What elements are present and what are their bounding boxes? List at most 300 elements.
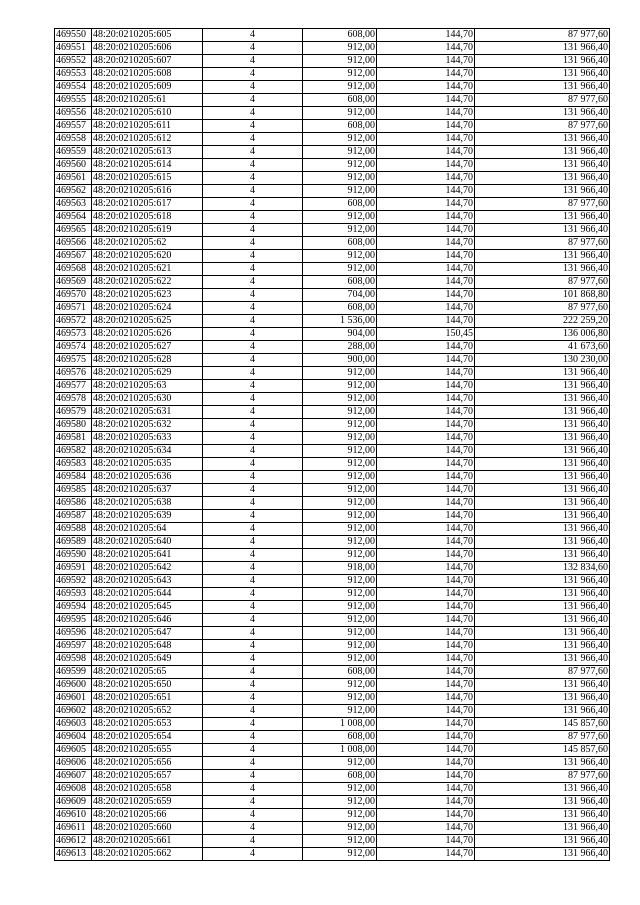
- table-row: [55, 185, 610, 198]
- area-value: 912,00: [303, 133, 377, 146]
- area-value: 1 008,00: [303, 718, 377, 731]
- class-value: 4: [203, 81, 303, 94]
- rate-value: 144,70: [377, 159, 475, 172]
- table-row: [55, 770, 610, 783]
- cadastral-number: 48:20:0210205:635: [92, 458, 203, 471]
- cadastral-number: 48:20:0210205:617: [92, 198, 203, 211]
- table-row: [55, 263, 610, 276]
- total-value: 131 966,40: [475, 107, 610, 120]
- row-number: 469566: [55, 237, 92, 250]
- class-value: 4: [203, 159, 303, 172]
- cadastral-number: 48:20:0210205:632: [92, 419, 203, 432]
- class-value: 4: [203, 471, 303, 484]
- class-value: 4: [203, 224, 303, 237]
- cadastral-number: 48:20:0210205:622: [92, 276, 203, 289]
- total-value: 131 966,40: [475, 211, 610, 224]
- class-value: 4: [203, 835, 303, 848]
- rate-value: 144,70: [377, 549, 475, 562]
- table-row: [55, 224, 610, 237]
- row-number: 469570: [55, 289, 92, 302]
- cadastral-number: 48:20:0210205:65: [92, 666, 203, 679]
- table-row: [55, 302, 610, 315]
- area-value: 912,00: [303, 835, 377, 848]
- cadastral-number: 48:20:0210205:605: [92, 29, 203, 42]
- row-number: 469586: [55, 497, 92, 510]
- class-value: 4: [203, 367, 303, 380]
- class-value: 4: [203, 328, 303, 341]
- total-value: 131 966,40: [475, 822, 610, 835]
- class-value: 4: [203, 120, 303, 133]
- cadastral-number: 48:20:0210205:610: [92, 107, 203, 120]
- total-value: 131 966,40: [475, 510, 610, 523]
- rate-value: 144,70: [377, 796, 475, 809]
- class-value: 4: [203, 705, 303, 718]
- rate-value: 144,70: [377, 822, 475, 835]
- table-row: [55, 276, 610, 289]
- rate-value: 144,70: [377, 705, 475, 718]
- cadastral-number: 48:20:0210205:644: [92, 588, 203, 601]
- table-row: [55, 289, 610, 302]
- class-value: 4: [203, 601, 303, 614]
- row-number: 469610: [55, 809, 92, 822]
- table-row: [55, 250, 610, 263]
- total-value: 131 966,40: [475, 146, 610, 159]
- row-number: 469562: [55, 185, 92, 198]
- area-value: 912,00: [303, 796, 377, 809]
- total-value: 131 966,40: [475, 471, 610, 484]
- table-row: [55, 445, 610, 458]
- area-value: 912,00: [303, 81, 377, 94]
- total-value: 132 834,60: [475, 562, 610, 575]
- rate-value: 144,70: [377, 172, 475, 185]
- area-value: 608,00: [303, 198, 377, 211]
- table-row: [55, 172, 610, 185]
- total-value: 131 966,40: [475, 575, 610, 588]
- cadastral-number: 48:20:0210205:621: [92, 263, 203, 276]
- area-value: 912,00: [303, 809, 377, 822]
- area-value: 912,00: [303, 497, 377, 510]
- row-number: 469553: [55, 68, 92, 81]
- rate-value: 144,70: [377, 757, 475, 770]
- rate-value: 144,70: [377, 666, 475, 679]
- table-row: [55, 81, 610, 94]
- total-value: 131 966,40: [475, 523, 610, 536]
- total-value: 87 977,60: [475, 770, 610, 783]
- table-row: [55, 68, 610, 81]
- cadastral-number: 48:20:0210205:662: [92, 848, 203, 861]
- cadastral-number: 48:20:0210205:653: [92, 718, 203, 731]
- total-value: 87 977,60: [475, 276, 610, 289]
- row-number: 469559: [55, 146, 92, 159]
- row-number: 469577: [55, 380, 92, 393]
- total-value: 145 857,60: [475, 744, 610, 757]
- total-value: 131 966,40: [475, 705, 610, 718]
- total-value: 131 966,40: [475, 185, 610, 198]
- class-value: 4: [203, 29, 303, 42]
- total-value: 131 966,40: [475, 159, 610, 172]
- class-value: 4: [203, 770, 303, 783]
- total-value: 101 868,80: [475, 289, 610, 302]
- cadastral-number: 48:20:0210205:629: [92, 367, 203, 380]
- row-number: 469598: [55, 653, 92, 666]
- total-value: 131 966,40: [475, 679, 610, 692]
- cadastral-number: 48:20:0210205:659: [92, 796, 203, 809]
- row-number: 469584: [55, 471, 92, 484]
- rate-value: 144,70: [377, 354, 475, 367]
- rate-value: 144,70: [377, 588, 475, 601]
- row-number: 469555: [55, 94, 92, 107]
- total-value: 131 966,40: [475, 367, 610, 380]
- class-value: 4: [203, 458, 303, 471]
- class-value: 4: [203, 263, 303, 276]
- class-value: 4: [203, 289, 303, 302]
- area-value: 912,00: [303, 640, 377, 653]
- area-value: 912,00: [303, 380, 377, 393]
- rate-value: 144,70: [377, 718, 475, 731]
- rate-value: 144,70: [377, 42, 475, 55]
- class-value: 4: [203, 198, 303, 211]
- row-number: 469578: [55, 393, 92, 406]
- total-value: 131 966,40: [475, 653, 610, 666]
- rate-value: 144,70: [377, 94, 475, 107]
- cadastral-number: 48:20:0210205:66: [92, 809, 203, 822]
- rate-value: 144,70: [377, 432, 475, 445]
- table-row: [55, 614, 610, 627]
- row-number: 469601: [55, 692, 92, 705]
- total-value: 131 966,40: [475, 263, 610, 276]
- area-value: 912,00: [303, 172, 377, 185]
- class-value: 4: [203, 796, 303, 809]
- total-value: 131 966,40: [475, 601, 610, 614]
- class-value: 4: [203, 718, 303, 731]
- class-value: 4: [203, 185, 303, 198]
- row-number: 469560: [55, 159, 92, 172]
- cadastral-number: 48:20:0210205:641: [92, 549, 203, 562]
- cadastral-number: 48:20:0210205:633: [92, 432, 203, 445]
- cadastral-value-table: [54, 28, 610, 861]
- total-value: 87 977,60: [475, 94, 610, 107]
- cadastral-number: 48:20:0210205:658: [92, 783, 203, 796]
- rate-value: 144,70: [377, 497, 475, 510]
- area-value: 608,00: [303, 770, 377, 783]
- row-number: 469608: [55, 783, 92, 796]
- table-row: [55, 484, 610, 497]
- table-row: [55, 705, 610, 718]
- area-value: 912,00: [303, 419, 377, 432]
- row-number: 469583: [55, 458, 92, 471]
- class-value: 4: [203, 133, 303, 146]
- table-body: [55, 29, 610, 861]
- area-value: 608,00: [303, 94, 377, 107]
- area-value: 912,00: [303, 55, 377, 68]
- area-value: 912,00: [303, 250, 377, 263]
- area-value: 912,00: [303, 601, 377, 614]
- area-value: 912,00: [303, 588, 377, 601]
- class-value: 4: [203, 640, 303, 653]
- class-value: 4: [203, 510, 303, 523]
- row-number: 469594: [55, 601, 92, 614]
- class-value: 4: [203, 549, 303, 562]
- row-number: 469552: [55, 55, 92, 68]
- cadastral-number: 48:20:0210205:650: [92, 679, 203, 692]
- cadastral-number: 48:20:0210205:648: [92, 640, 203, 653]
- cadastral-number: 48:20:0210205:637: [92, 484, 203, 497]
- rate-value: 144,70: [377, 653, 475, 666]
- rate-value: 144,70: [377, 393, 475, 406]
- row-number: 469582: [55, 445, 92, 458]
- cadastral-number: 48:20:0210205:624: [92, 302, 203, 315]
- total-value: 131 966,40: [475, 445, 610, 458]
- area-value: 1 536,00: [303, 315, 377, 328]
- rate-value: 144,70: [377, 562, 475, 575]
- table-row: [55, 627, 610, 640]
- class-value: 4: [203, 250, 303, 263]
- cadastral-number: 48:20:0210205:646: [92, 614, 203, 627]
- row-number: 469558: [55, 133, 92, 146]
- class-value: 4: [203, 68, 303, 81]
- class-value: 4: [203, 146, 303, 159]
- total-value: 136 006,80: [475, 328, 610, 341]
- rate-value: 144,70: [377, 419, 475, 432]
- area-value: 912,00: [303, 107, 377, 120]
- class-value: 4: [203, 406, 303, 419]
- area-value: 912,00: [303, 757, 377, 770]
- table-row: [55, 835, 610, 848]
- row-number: 469604: [55, 731, 92, 744]
- rate-value: 144,70: [377, 523, 475, 536]
- total-value: 131 966,40: [475, 536, 610, 549]
- table-row: [55, 510, 610, 523]
- area-value: 912,00: [303, 575, 377, 588]
- cadastral-number: 48:20:0210205:620: [92, 250, 203, 263]
- total-value: 131 966,40: [475, 432, 610, 445]
- row-number: 469551: [55, 42, 92, 55]
- table-row: [55, 432, 610, 445]
- rate-value: 144,70: [377, 276, 475, 289]
- row-number: 469563: [55, 198, 92, 211]
- row-number: 469557: [55, 120, 92, 133]
- row-number: 469564: [55, 211, 92, 224]
- rate-value: 144,70: [377, 315, 475, 328]
- area-value: 912,00: [303, 549, 377, 562]
- class-value: 4: [203, 302, 303, 315]
- area-value: 912,00: [303, 68, 377, 81]
- cadastral-number: 48:20:0210205:654: [92, 731, 203, 744]
- table-row: [55, 120, 610, 133]
- area-value: 912,00: [303, 471, 377, 484]
- area-value: 704,00: [303, 289, 377, 302]
- cadastral-number: 48:20:0210205:655: [92, 744, 203, 757]
- total-value: 130 230,00: [475, 354, 610, 367]
- area-value: 912,00: [303, 627, 377, 640]
- table-row: [55, 419, 610, 432]
- cadastral-number: 48:20:0210205:64: [92, 523, 203, 536]
- rate-value: 144,70: [377, 744, 475, 757]
- row-number: 469613: [55, 848, 92, 861]
- table-row: [55, 497, 610, 510]
- rate-value: 144,70: [377, 627, 475, 640]
- class-value: 4: [203, 107, 303, 120]
- table-row: [55, 42, 610, 55]
- row-number: 469574: [55, 341, 92, 354]
- class-value: 4: [203, 666, 303, 679]
- table-row: [55, 55, 610, 68]
- total-value: 131 966,40: [475, 55, 610, 68]
- rate-value: 144,70: [377, 55, 475, 68]
- rate-value: 144,70: [377, 770, 475, 783]
- table-row: [55, 822, 610, 835]
- cadastral-number: 48:20:0210205:625: [92, 315, 203, 328]
- area-value: 912,00: [303, 510, 377, 523]
- table-row: [55, 211, 610, 224]
- class-value: 4: [203, 731, 303, 744]
- total-value: 131 966,40: [475, 224, 610, 237]
- rate-value: 144,70: [377, 640, 475, 653]
- cadastral-number: 48:20:0210205:649: [92, 653, 203, 666]
- rate-value: 144,70: [377, 341, 475, 354]
- table-row: [55, 198, 610, 211]
- total-value: 131 966,40: [475, 484, 610, 497]
- rate-value: 144,70: [377, 445, 475, 458]
- cadastral-number: 48:20:0210205:634: [92, 445, 203, 458]
- class-value: 4: [203, 341, 303, 354]
- total-value: 131 966,40: [475, 835, 610, 848]
- class-value: 4: [203, 575, 303, 588]
- row-number: 469595: [55, 614, 92, 627]
- row-number: 469609: [55, 796, 92, 809]
- table-row: [55, 107, 610, 120]
- area-value: 608,00: [303, 302, 377, 315]
- class-value: 4: [203, 848, 303, 861]
- cadastral-number: 48:20:0210205:63: [92, 380, 203, 393]
- class-value: 4: [203, 172, 303, 185]
- rate-value: 144,70: [377, 406, 475, 419]
- row-number: 469612: [55, 835, 92, 848]
- cadastral-number: 48:20:0210205:638: [92, 497, 203, 510]
- area-value: 912,00: [303, 653, 377, 666]
- total-value: 131 966,40: [475, 809, 610, 822]
- rate-value: 144,70: [377, 835, 475, 848]
- rate-value: 144,70: [377, 679, 475, 692]
- rate-value: 144,70: [377, 224, 475, 237]
- rate-value: 144,70: [377, 120, 475, 133]
- total-value: 41 673,60: [475, 341, 610, 354]
- class-value: 4: [203, 562, 303, 575]
- table-row: [55, 653, 610, 666]
- row-number: 469565: [55, 224, 92, 237]
- class-value: 4: [203, 315, 303, 328]
- total-value: 131 966,40: [475, 42, 610, 55]
- area-value: 904,00: [303, 328, 377, 341]
- area-value: 912,00: [303, 679, 377, 692]
- area-value: 608,00: [303, 666, 377, 679]
- row-number: 469575: [55, 354, 92, 367]
- class-value: 4: [203, 588, 303, 601]
- cadastral-number: 48:20:0210205:661: [92, 835, 203, 848]
- row-number: 469572: [55, 315, 92, 328]
- total-value: 145 857,60: [475, 718, 610, 731]
- table-row: [55, 536, 610, 549]
- class-value: 4: [203, 653, 303, 666]
- table-row: [55, 744, 610, 757]
- cadastral-number: 48:20:0210205:656: [92, 757, 203, 770]
- row-number: 469590: [55, 549, 92, 562]
- row-number: 469580: [55, 419, 92, 432]
- table-row: [55, 393, 610, 406]
- rate-value: 144,70: [377, 302, 475, 315]
- cadastral-number: 48:20:0210205:651: [92, 692, 203, 705]
- cadastral-number: 48:20:0210205:647: [92, 627, 203, 640]
- rate-value: 144,70: [377, 146, 475, 159]
- class-value: 4: [203, 211, 303, 224]
- table-row: [55, 458, 610, 471]
- class-value: 4: [203, 380, 303, 393]
- row-number: 469593: [55, 588, 92, 601]
- rate-value: 150,45: [377, 328, 475, 341]
- row-number: 469554: [55, 81, 92, 94]
- class-value: 4: [203, 393, 303, 406]
- area-value: 912,00: [303, 822, 377, 835]
- area-value: 608,00: [303, 276, 377, 289]
- class-value: 4: [203, 809, 303, 822]
- table-row: [55, 679, 610, 692]
- cadastral-number: 48:20:0210205:62: [92, 237, 203, 250]
- table-row: [55, 640, 610, 653]
- class-value: 4: [203, 237, 303, 250]
- rate-value: 144,70: [377, 809, 475, 822]
- table-row: [55, 666, 610, 679]
- cadastral-number: 48:20:0210205:660: [92, 822, 203, 835]
- area-value: 912,00: [303, 692, 377, 705]
- cadastral-number: 48:20:0210205:645: [92, 601, 203, 614]
- row-number: 469569: [55, 276, 92, 289]
- table-row: [55, 731, 610, 744]
- cadastral-number: 48:20:0210205:640: [92, 536, 203, 549]
- table-row: [55, 848, 610, 861]
- table-row: [55, 471, 610, 484]
- rate-value: 144,70: [377, 198, 475, 211]
- table-row: [55, 159, 610, 172]
- rate-value: 144,70: [377, 211, 475, 224]
- area-value: 912,00: [303, 224, 377, 237]
- class-value: 4: [203, 419, 303, 432]
- table-row: [55, 588, 610, 601]
- cadastral-number: 48:20:0210205:639: [92, 510, 203, 523]
- class-value: 4: [203, 679, 303, 692]
- cadastral-number: 48:20:0210205:642: [92, 562, 203, 575]
- class-value: 4: [203, 432, 303, 445]
- rate-value: 144,70: [377, 250, 475, 263]
- rate-value: 144,70: [377, 133, 475, 146]
- class-value: 4: [203, 484, 303, 497]
- total-value: 131 966,40: [475, 692, 610, 705]
- rate-value: 144,70: [377, 289, 475, 302]
- cadastral-number: 48:20:0210205:627: [92, 341, 203, 354]
- class-value: 4: [203, 94, 303, 107]
- table-row: [55, 146, 610, 159]
- cadastral-number: 48:20:0210205:612: [92, 133, 203, 146]
- row-number: 469567: [55, 250, 92, 263]
- class-value: 4: [203, 42, 303, 55]
- row-number: 469606: [55, 757, 92, 770]
- row-number: 469596: [55, 627, 92, 640]
- area-value: 900,00: [303, 354, 377, 367]
- table-row: [55, 237, 610, 250]
- area-value: 912,00: [303, 783, 377, 796]
- area-value: 912,00: [303, 211, 377, 224]
- class-value: 4: [203, 497, 303, 510]
- rate-value: 144,70: [377, 81, 475, 94]
